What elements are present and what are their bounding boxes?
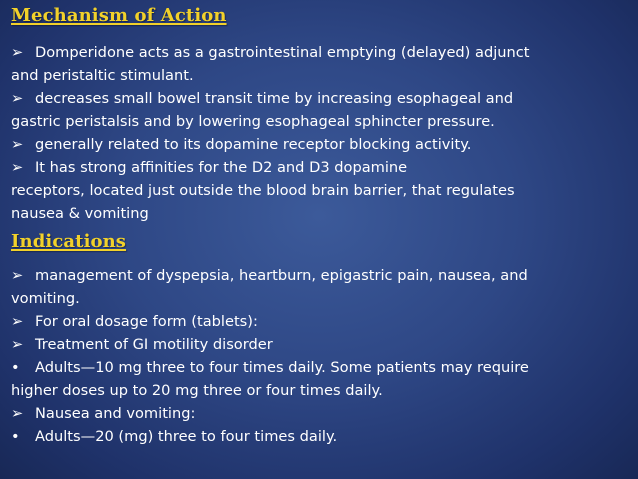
indications-heading: Indications [11, 231, 127, 252]
arrow-bullet-icon: ➢ [11, 405, 24, 422]
item-text: generally related to its dopamine receptor blocking activity. [35, 136, 472, 153]
item-text: vomiting. [11, 290, 80, 307]
indication-item [11, 425, 615, 448]
item-text: gastric peristalsis and by lowering esophageal sphincter pressure. [11, 113, 495, 130]
item-text: receptors, located just outside the blood brain barrier, that regulates [11, 182, 515, 199]
item-text: higher doses up to 20 mg three or four times daily. [11, 382, 383, 399]
arrow-bullet-icon: ➢ [11, 44, 24, 61]
indications-list [11, 264, 615, 448]
arrow-bullet-icon: ➢ [11, 159, 24, 176]
item-text: Adults—20 (mg) three to four times daily. [35, 428, 338, 445]
indication-item [11, 402, 615, 425]
dot-bullet-icon: • [11, 359, 20, 376]
arrow-bullet-icon: ➢ [11, 90, 24, 107]
arrow-bullet-icon: ➢ [11, 136, 24, 153]
item-text: It has strong affinities for the D2 and D3 dopamine [35, 159, 408, 176]
item-text: decreases small bowel transit time by increasing esophageal and [35, 90, 514, 107]
item-text: Nausea and vomiting: [35, 405, 196, 422]
item-text: management of dyspepsia, heartburn, epigastric pain, nausea, and [35, 267, 528, 284]
mechanism-item [11, 87, 615, 133]
indication-item [11, 356, 615, 402]
item-text: For oral dosage form (tablets): [35, 313, 258, 330]
item-text: and peristaltic stimulant. [11, 67, 194, 84]
mechanism-item [11, 156, 615, 225]
indication-item [11, 333, 615, 356]
item-text: Adults—10 mg three to four times daily. Some patients may require [35, 359, 529, 376]
mechanism-item [11, 133, 615, 156]
indication-item [11, 310, 615, 333]
arrow-bullet-icon: ➢ [11, 336, 24, 353]
mechanism-heading: Mechanism of Action [11, 5, 227, 26]
item-text: Domperidone acts as a gastrointestinal emptying (delayed) adjunct [35, 44, 530, 61]
item-text: Treatment of GI motility disorder [35, 336, 273, 353]
dot-bullet-icon: • [11, 428, 20, 445]
item-text: nausea & vomiting [11, 205, 149, 222]
indication-item [11, 264, 615, 310]
arrow-bullet-icon: ➢ [11, 313, 24, 330]
arrow-bullet-icon: ➢ [11, 267, 24, 284]
mechanism-item [11, 41, 615, 87]
mechanism-list [11, 41, 615, 225]
